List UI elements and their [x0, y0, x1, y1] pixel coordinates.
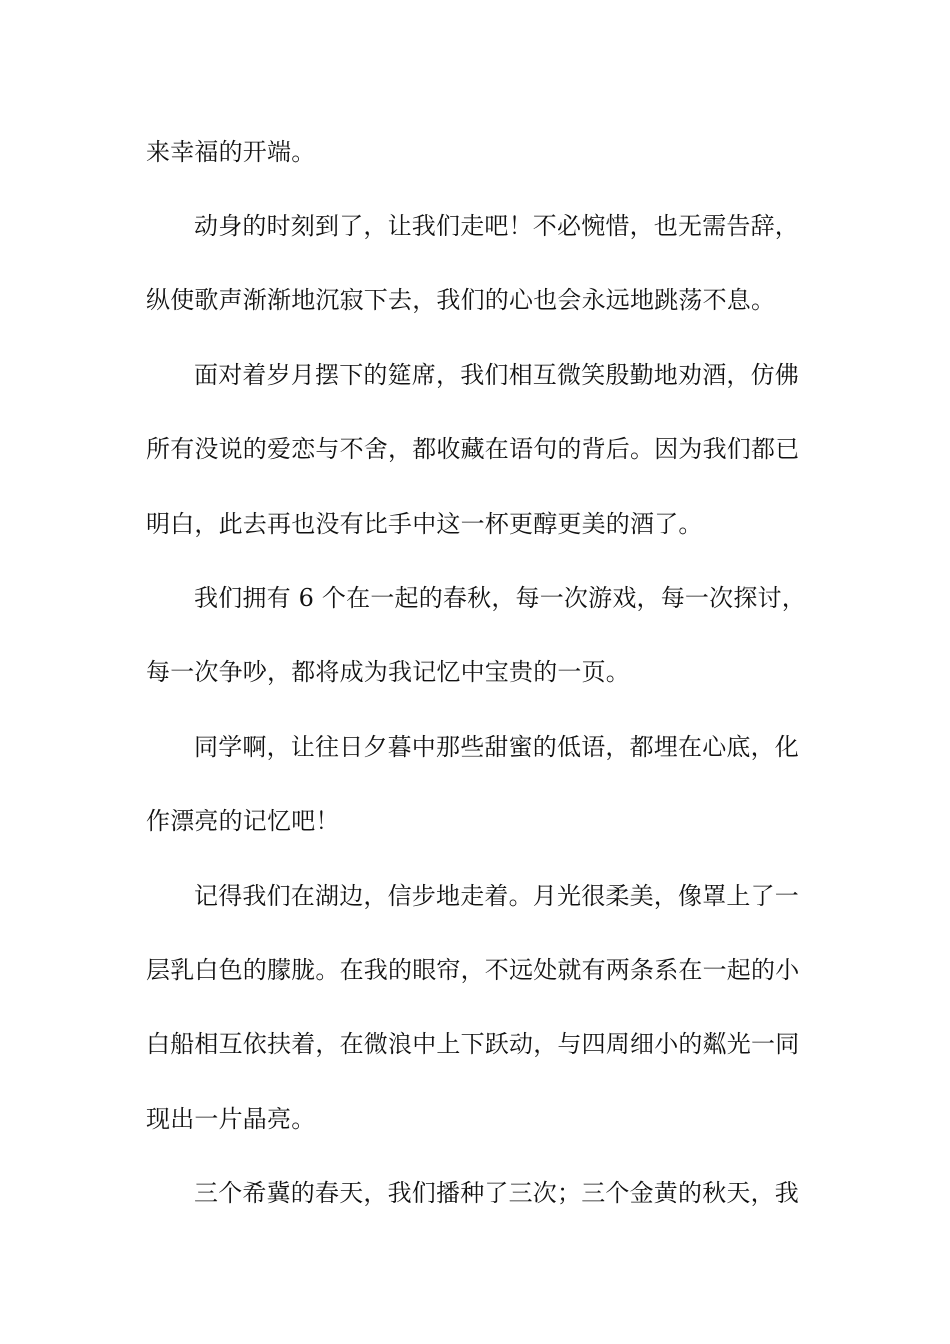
text-line-2: 动身的时刻到了，让我们走吧！不必惋惜，也无需告辞，: [194, 212, 799, 240]
text-line-14: 现出一片晶亮。: [146, 1105, 316, 1133]
text-line-4: 面对着岁月摆下的筵席，我们相互微笑殷勤地劝酒，仿佛: [194, 361, 799, 389]
text-line-1: 来幸福的开端。: [146, 138, 316, 166]
text-line-10: 作漂亮的记忆吧！: [146, 807, 340, 835]
text-line-13: 白船相互依扶着，在微浪中上下跃动，与四周细小的粼光一同: [146, 1030, 800, 1058]
text-line-3: 纵使歌声渐渐地沉寂下去，我们的心也会永远地跳荡不息。: [146, 286, 776, 314]
text-line-5: 所有没说的爱恋与不舍，都收藏在语句的背后。因为我们都已: [146, 435, 800, 463]
text-line-7: 我们拥有 6 个在一起的春秋，每一次游戏，每一次探讨，: [194, 584, 806, 612]
text-line-9: 同学啊，让往日夕暮中那些甜蜜的低语，都埋在心底，化: [194, 733, 799, 761]
text-line-11: 记得我们在湖边，信步地走着。月光很柔美，像罩上了一: [194, 882, 799, 910]
text-line-6: 明白，此去再也没有比手中这一杯更醇更美的酒了。: [146, 510, 703, 538]
text-line-12: 层乳白色的朦胧。在我的眼帘，不远处就有两条系在一起的小: [146, 956, 800, 984]
text-line-15: 三个希冀的春天，我们播种了三次；三个金黄的秋天，我: [194, 1179, 799, 1207]
text-line-8: 每一次争吵，都将成为我记忆中宝贵的一页。: [146, 658, 630, 686]
